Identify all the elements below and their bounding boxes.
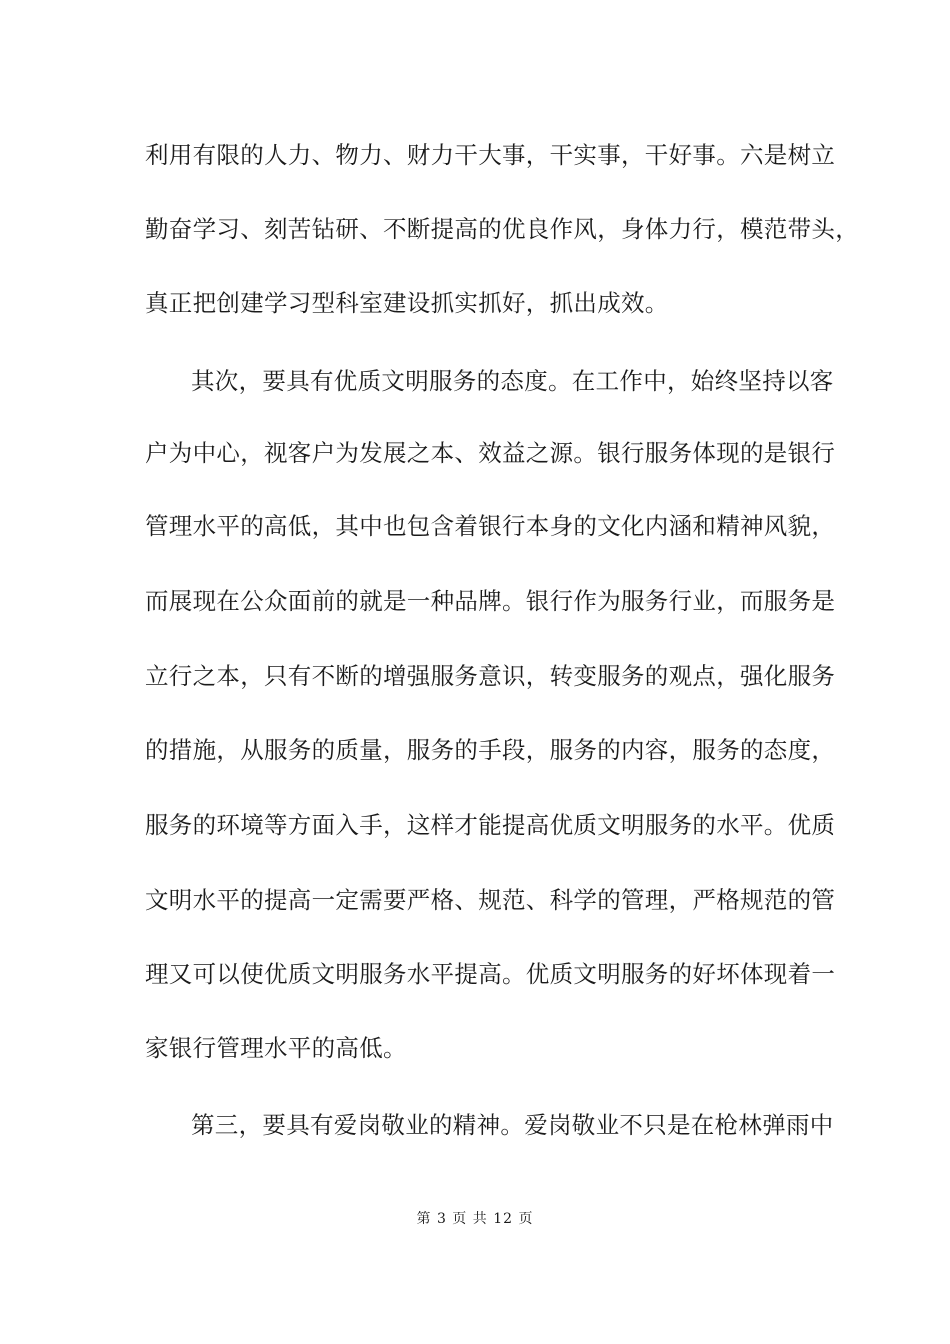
text-line: 管理水平的高低，其中也包含着银行本身的文化内涵和精神风貌， [145, 512, 836, 540]
text-line: 勤奋学习、刻苦钻研、不断提高的优良作风，身体力行，模范带头， [145, 215, 859, 243]
text-line: 户为中心，视客户为发展之本、效益之源。银行服务体现的是银行 [145, 439, 836, 467]
text-line: 而展现在公众面前的就是一种品牌。银行作为服务行业，而服务是 [145, 587, 836, 615]
page-number-footer: 第 3 页 共 12 页 [416, 1211, 534, 1227]
paragraph-start-line: 其次，要具有优质文明服务的态度。在工作中，始终坚持以客 [191, 367, 834, 395]
text-line: 立行之本，只有不断的增强服务意识，转变服务的观点，强化服务 [145, 662, 836, 690]
text-line: 文明水平的提高一定需要严格、规范、科学的管理，严格规范的管 [145, 886, 836, 914]
paragraph-start-line: 第三，要具有爱岗敬业的精神。爱岗敬业不只是在枪林弹雨中 [191, 1111, 834, 1139]
text-line: 家银行管理水平的高低。 [145, 1034, 407, 1062]
text-line: 真正把创建学习型科室建设抓实抓好，抓出成效。 [145, 289, 669, 317]
text-line: 利用有限的人力、物力、财力干大事，干实事，干好事。六是树立 [145, 141, 836, 169]
text-line: 服务的环境等方面入手，这样才能提高优质文明服务的水平。优质 [145, 811, 836, 839]
text-line: 理又可以使优质文明服务水平提高。优质文明服务的好坏体现着一 [145, 960, 836, 988]
text-line: 的措施，从服务的质量，服务的手段，服务的内容，服务的态度， [145, 736, 836, 764]
